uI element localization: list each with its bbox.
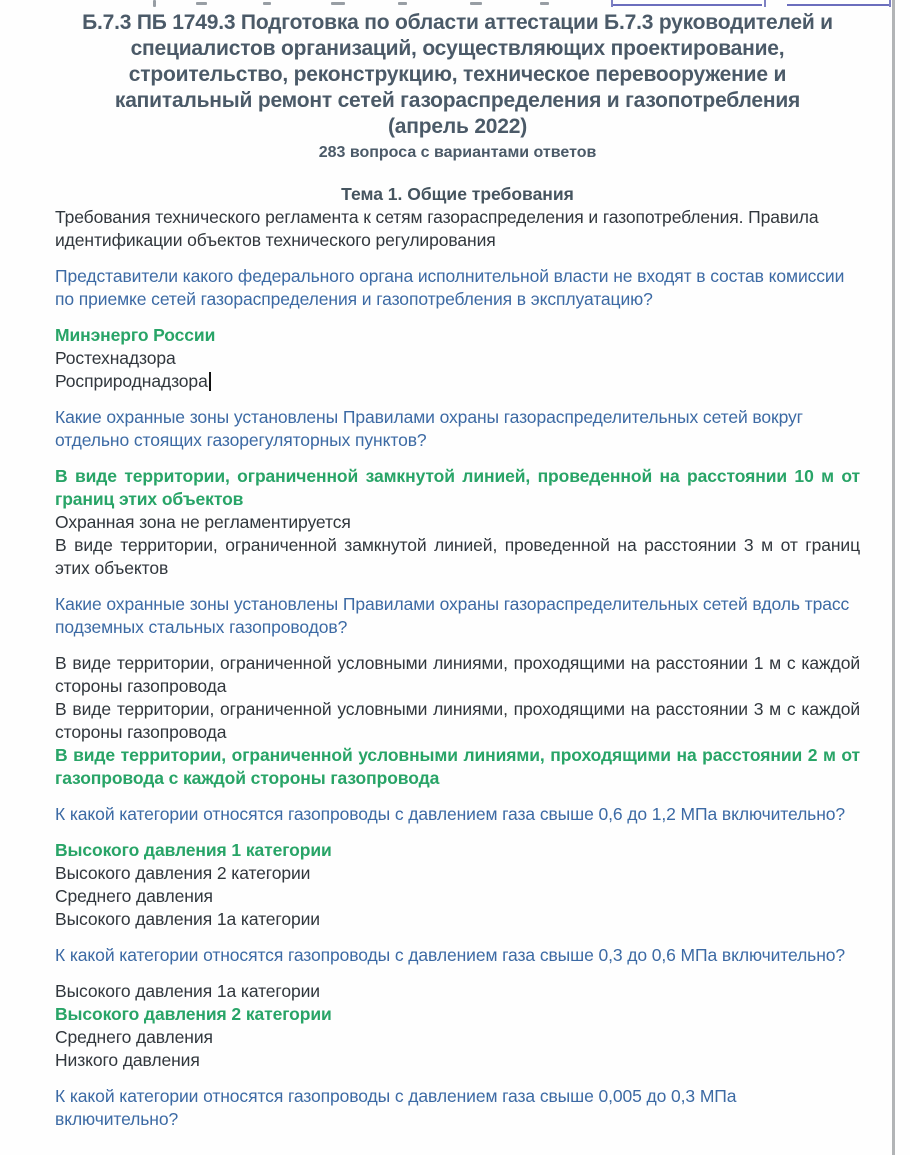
document-title-line: (апрель 2022)	[387, 115, 528, 138]
answer-option: Среднего давления	[55, 886, 213, 906]
document-subtitle: 283 вопроса с вариантами ответов	[318, 144, 597, 161]
answer-option: Высокого давления 1а категории	[55, 981, 320, 1001]
question-text: Какие охранные зоны установлены Правилами охраны газораспределительных сетей вокруг отдельно стоящих газорегуляторных пунктов?	[55, 407, 803, 450]
answer-option: Охранная зона не регламентируется	[55, 512, 351, 532]
question-text: К какой категории относятся газопроводы с давлением газа свыше 0,3 до 0,6 МПа включительно?	[55, 945, 846, 965]
answer-option: В виде территории, ограниченной замкнутой линией, проведенной на расстоянии 3 м от границ этих объектов	[55, 535, 860, 578]
answer-option-with-cursor: Росприроднадзора	[55, 370, 860, 393]
question-text: К какой категории относятся газопроводы с давлением газа свыше 0,005 до 0,3 МПа включительно?	[55, 1086, 737, 1129]
answer-option: Высокого давления 2 категории	[55, 863, 311, 883]
correct-answer: Минэнерго России	[55, 325, 216, 345]
answer-option: Среднего давления	[55, 1027, 213, 1047]
document-title-line: капитальный ремонт сетей газораспределения и газопотребления	[114, 89, 801, 112]
correct-answer: В виде территории, ограниченной условными линиями, проходящими на расстоянии 2 м от газопровода с каждой стороны газопровода	[55, 745, 860, 788]
answer-option: В виде территории, ограниченной условными линиями, проходящими на расстоянии 1 м с каждой стороны газопровода	[55, 653, 860, 696]
correct-answer: Высокого давления 1 категории	[55, 840, 332, 860]
answer-option: Ростехнадзора	[55, 348, 176, 368]
document-title-line: специалистов организаций, осуществляющих проектирование,	[130, 37, 785, 60]
correct-answer: Высокого давления 2 категории	[55, 1004, 332, 1024]
question-text: К какой категории относятся газопроводы с давлением газа свыше 0,6 до 1,2 МПа включительно?	[55, 804, 846, 824]
answer-option: Высокого давления 1а категории	[55, 909, 320, 929]
correct-answer: В виде территории, ограниченной замкнутой линией, проведенной на расстоянии 10 м от границ этих объектов	[55, 466, 860, 509]
answer-option: Низкого давления	[55, 1050, 200, 1070]
question-text: Представители какого федерального органа исполнительной власти не входят в состав комиссии по приемке сетей газораспределения и газопотребления в эксплуатацию?	[55, 266, 845, 309]
topic-heading: Тема 1. Общие требования	[341, 184, 574, 204]
topic-description: Требования технического регламента к сетям газораспределения и газопотребления. Правила идентификации объектов технического регулирования	[55, 207, 819, 250]
question-text: Какие охранные зоны установлены Правилами охраны газораспределительных сетей вдоль трасс подземных стальных газопроводов?	[55, 594, 850, 637]
document-title-line: Б.7.3 ПБ 1749.3 Подготовка по области аттестации Б.7.3 руководителей и	[82, 11, 833, 34]
document-title-line: строительство, реконструкцию, техническое перевооружение и	[128, 63, 787, 86]
answer-option: В виде территории, ограниченной условными линиями, проходящими на расстоянии 3 м с каждой стороны газопровода	[55, 699, 860, 742]
